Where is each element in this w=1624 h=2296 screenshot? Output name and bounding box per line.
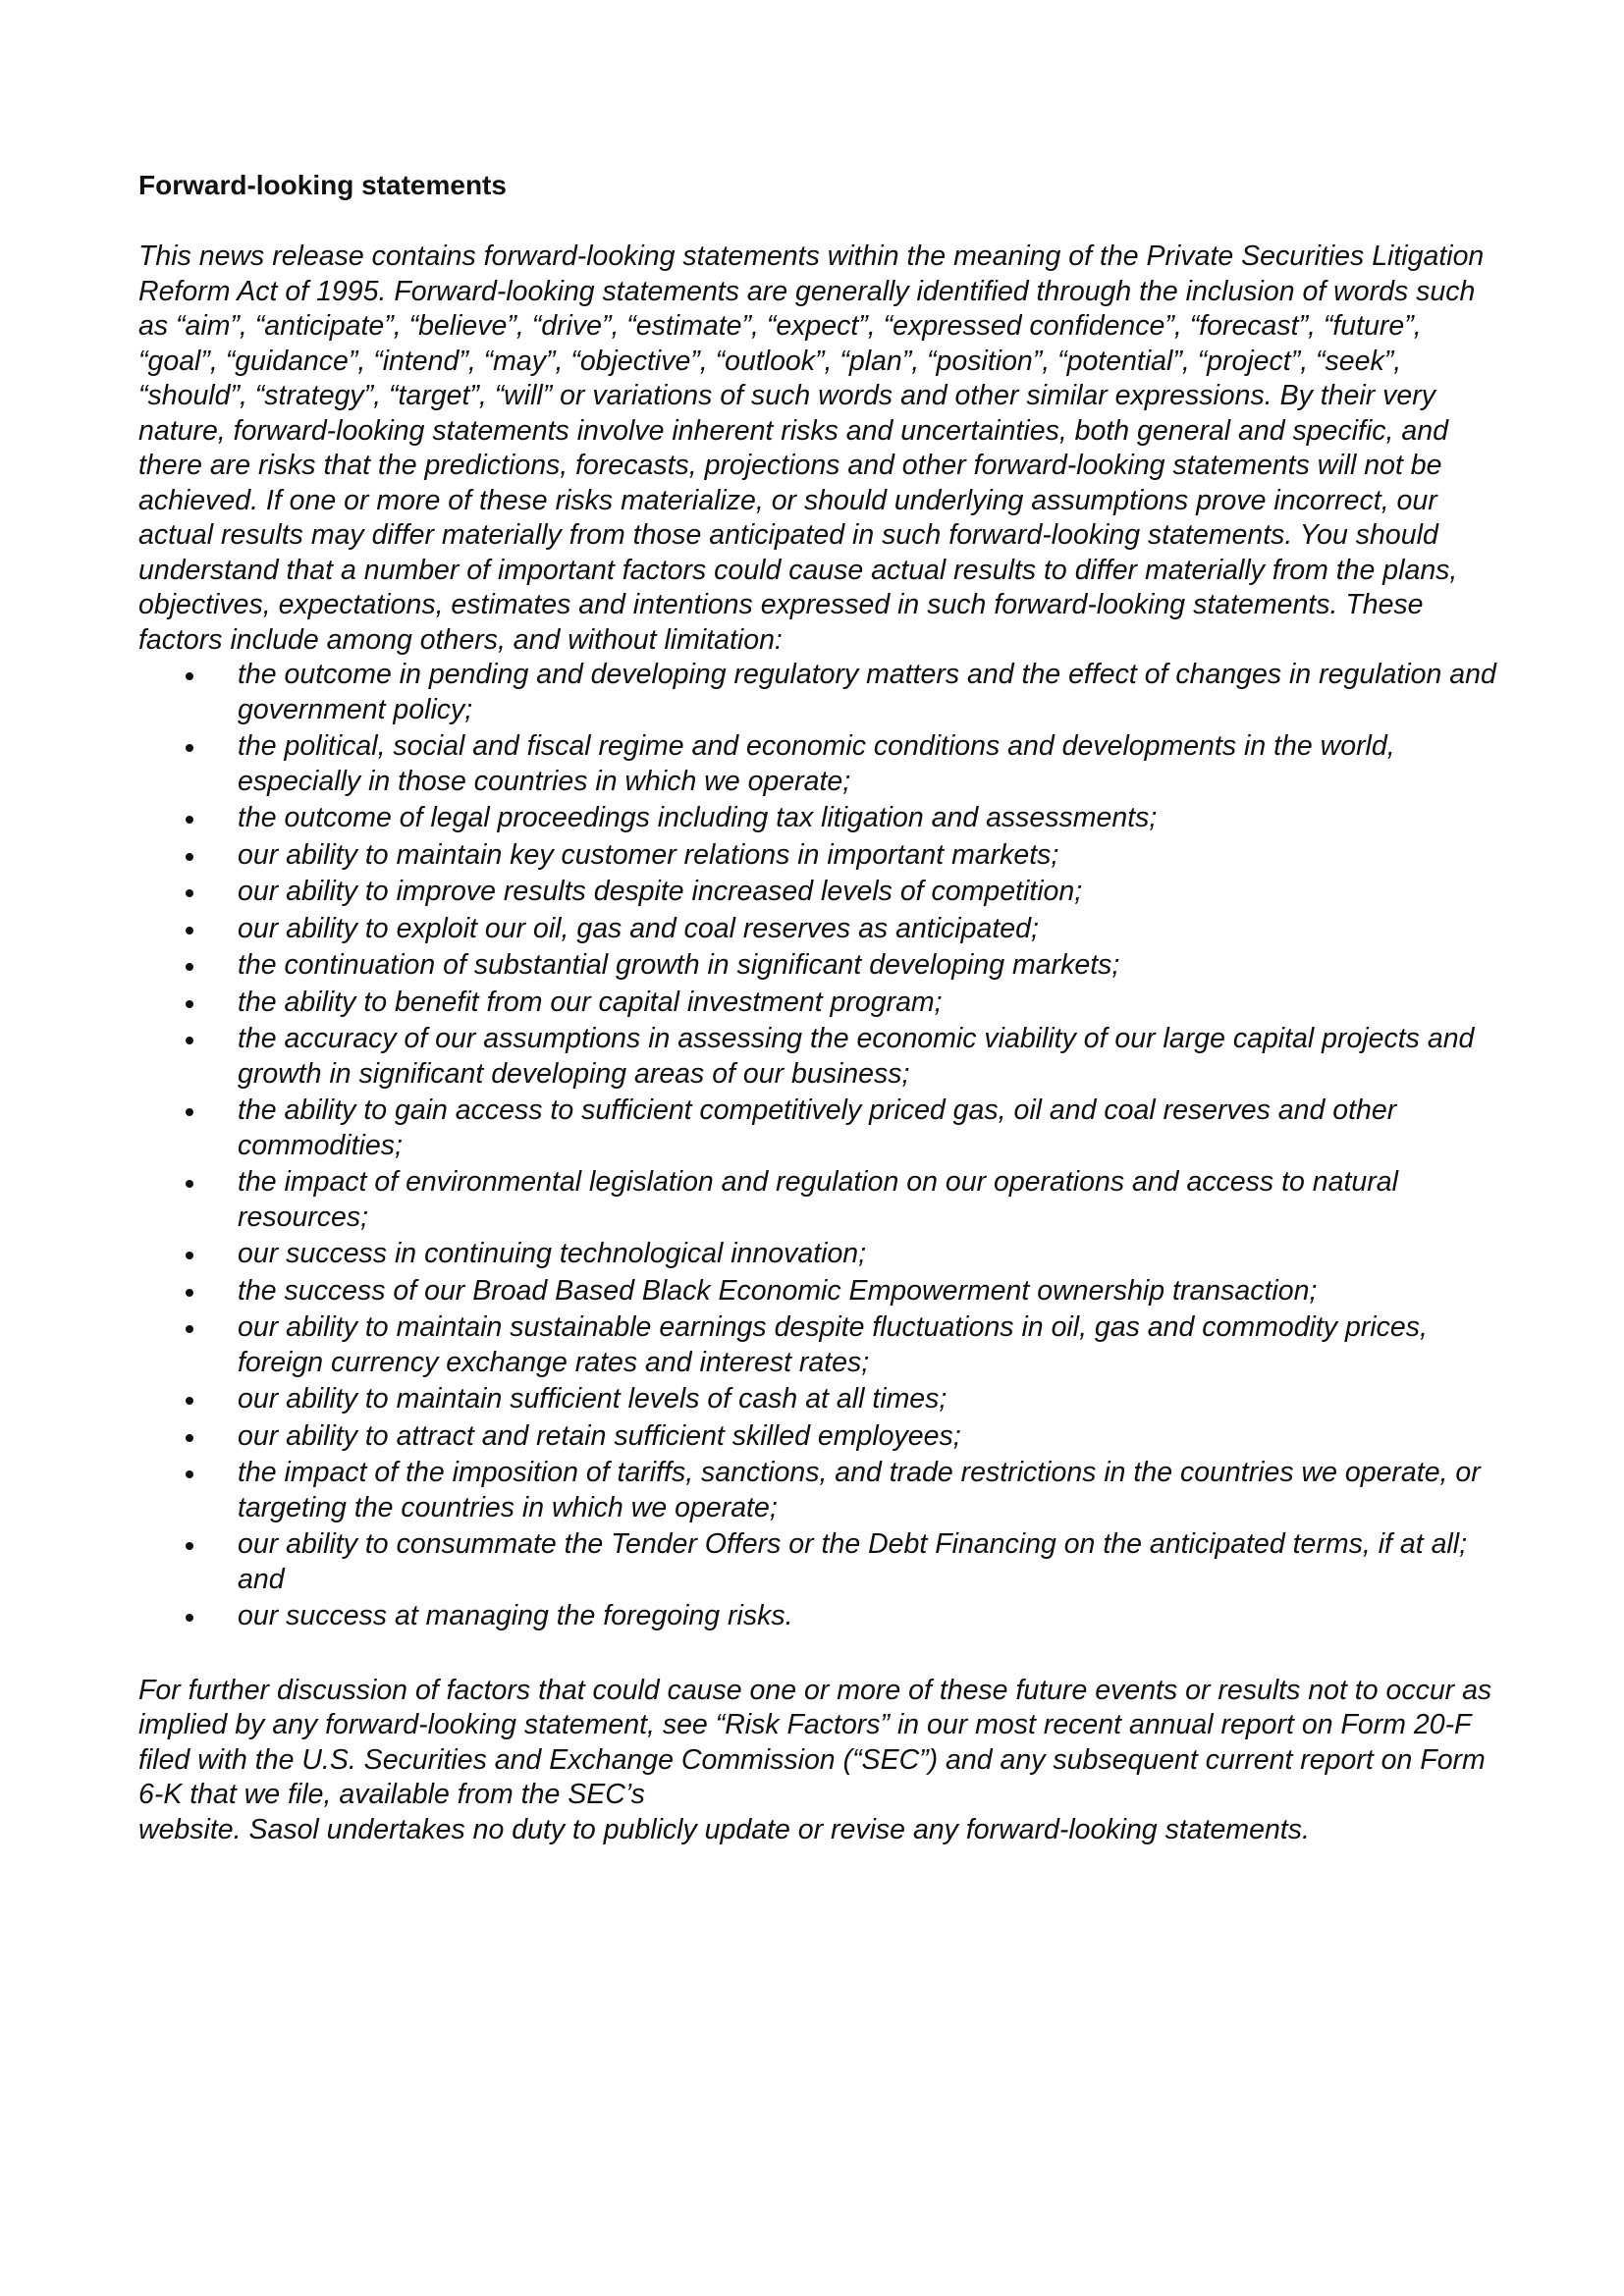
bullet-icon xyxy=(186,1542,193,1550)
list-item-text: the impact of the imposition of tariffs, sanctions, and trade restrictions in the countries we operate, or targeting the countries in which we operate; xyxy=(238,1457,1481,1523)
list-item-text: our ability to consummate the Tender Offers or the Debt Financing on the anticipated terms, if at all; and xyxy=(238,1528,1468,1595)
closing-paragraph xyxy=(138,1674,1498,1848)
bullet-icon xyxy=(186,1252,193,1259)
page-title: Forward-looking statements xyxy=(138,170,507,200)
list-item-text: the political, social and fiscal regime and economic conditions and developments in the world, especially in those countries in which we operate; xyxy=(238,730,1395,797)
list-item-text: our ability to attract and retain sufficient skilled employees; xyxy=(238,1419,961,1452)
closing-text: For further discussion of factors that could cause one or more of these future events or results not to occur as implied by any forward-looking statement, see “Risk Factors” in our most recent annual report on Form 20-F filed with the U.S. Securities and Exchange Commission (“SEC”) and any subsequent current report on Form 6-K that we file, available from the SEC’s xyxy=(138,1674,1492,1810)
list-item-text: the success of our Broad Based Black Economic Empowerment ownership transaction; xyxy=(238,1274,1318,1307)
bullet-icon xyxy=(186,816,193,824)
list-item-text: the outcome of legal proceedings including tax litigation and assessments; xyxy=(238,802,1158,833)
list-item xyxy=(138,1456,1498,1525)
list-item-text: the impact of environmental legislation and regulation on our operations and access to natural resources; xyxy=(238,1166,1398,1233)
list-item-text: our ability to improve results despite increased levels of competition; xyxy=(238,876,1083,907)
bullet-icon xyxy=(186,1325,193,1333)
bullet-icon xyxy=(186,927,193,934)
risk-factors-list xyxy=(138,658,1498,1634)
list-item xyxy=(138,986,1498,1021)
bullet-icon xyxy=(186,1037,193,1044)
list-item-text: the accuracy of our assumptions in assessing the economic viability of our large capital projects and growth in significant developing areas of our business; xyxy=(238,1023,1475,1090)
list-item xyxy=(138,1382,1498,1417)
list-item xyxy=(138,912,1498,947)
list-item xyxy=(138,1237,1498,1272)
bullet-icon xyxy=(186,1614,193,1622)
list-item-text: our ability to maintain sustainable earnings despite fluctuations in oil, gas and commodity prices, foreign currency exchange rates and interest rates; xyxy=(238,1311,1428,1378)
list-item xyxy=(138,801,1498,836)
bullet-icon xyxy=(186,672,193,680)
list-item-text: our success in continuing technological innovation; xyxy=(238,1238,867,1269)
list-item xyxy=(138,1310,1498,1380)
bullet-icon xyxy=(186,744,193,752)
list-item xyxy=(138,1094,1498,1163)
list-item xyxy=(138,729,1498,799)
list-item xyxy=(138,1165,1498,1235)
bullet-icon xyxy=(186,963,193,971)
bullet-icon xyxy=(186,1108,193,1116)
bullet-icon xyxy=(186,1434,193,1442)
list-item xyxy=(138,1527,1498,1597)
intro-paragraph: This news release contains forward-looking statements within the meaning of the Private Securities Litigation Reform Act of 1995. Forward-looking statements are generally identified through the inclusion of words such as “aim”, “anticipate”, “believe”, “drive”, “estimate”, “expect”, “expressed confidence”, “forecast”, “future”, “goal”, “guidance”, “intend”, “may”, “objective”, “outlook”, “plan”, “position”, “potential”, “project”, “seek”, “should”, “strategy”, “target”, “will” or variations of such words and other similar expressions. By their very nature, forward-looking statements involve inherent risks and uncertainties, both general and specific, and there are risks that the predictions, forecasts, projections and other forward-looking statements will not be achieved. If one or more of these risks materialize, or should underlying assumptions prove incorrect, our actual results may differ materially from those anticipated in such forward-looking statements. You should understand that a number of important factors could cause actual results to differ materially from the plans, objectives, expectations, estimates and intentions expressed in such forward-looking statements. These factors include among others, and without limitation: xyxy=(138,240,1485,656)
list-item-text: our success at managing the foregoing risks. xyxy=(238,1600,793,1631)
bullet-icon xyxy=(186,1397,193,1405)
bullet-icon xyxy=(186,889,193,897)
list-item xyxy=(138,1419,1498,1455)
bullet-icon xyxy=(186,1289,193,1297)
list-item xyxy=(138,1022,1498,1092)
list-item xyxy=(138,658,1498,727)
bullet-icon xyxy=(186,1180,193,1188)
bullet-icon xyxy=(186,853,193,861)
list-item-text: the ability to benefit from our capital investment program; xyxy=(238,986,943,1018)
list-item-text: the continuation of substantial growth in significant developing markets; xyxy=(238,949,1120,981)
document-page xyxy=(138,169,1498,1847)
list-item-text: our ability to maintain sufficient levels of cash at all times; xyxy=(238,1383,947,1415)
list-item-text: our ability to exploit our oil, gas and coal reserves as anticipated; xyxy=(238,912,1039,944)
list-item xyxy=(138,875,1498,910)
list-item-text: the ability to gain access to sufficient competitively priced gas, oil and coal reserves and other commodities; xyxy=(238,1095,1397,1161)
bullet-icon xyxy=(186,1470,193,1478)
bullet-icon xyxy=(186,1000,193,1008)
list-item xyxy=(138,1274,1498,1309)
list-item xyxy=(138,838,1498,874)
closing-text-last-line: website. Sasol undertakes no duty to publicly update or revise any forward-looking statements. xyxy=(138,1813,1310,1845)
list-item xyxy=(138,948,1498,984)
list-item-text: our ability to maintain key customer relations in important markets; xyxy=(238,838,1059,871)
list-item xyxy=(138,1599,1498,1634)
paragraph-spacer xyxy=(138,1636,1498,1674)
list-item-text: the outcome in pending and developing regulatory matters and the effect of changes in regulation and government policy; xyxy=(238,659,1496,725)
